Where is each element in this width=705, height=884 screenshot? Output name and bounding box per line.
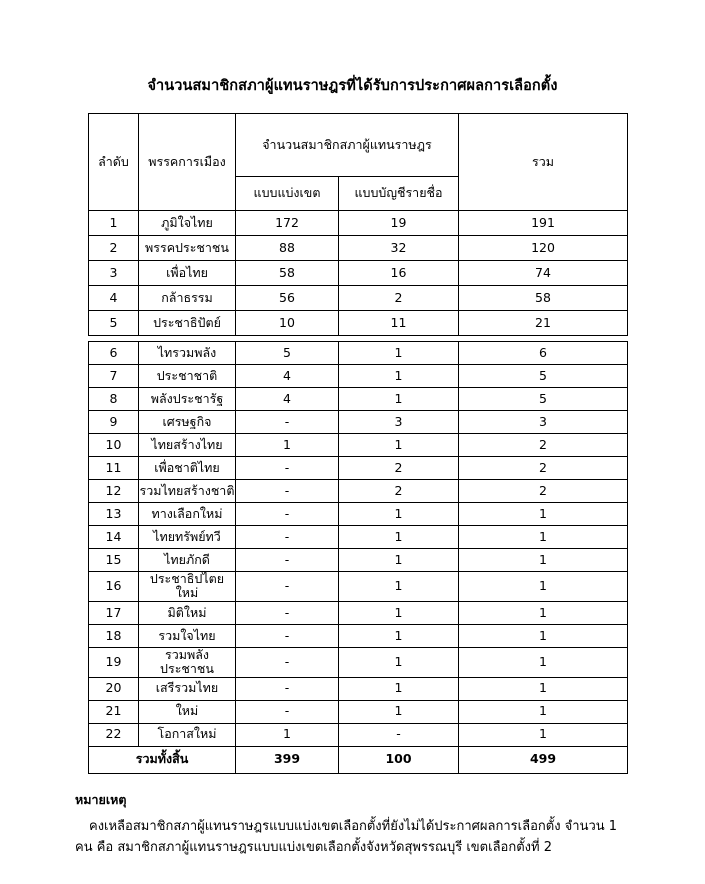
- row-party-list: 1: [339, 526, 459, 549]
- results-table-primary: [88, 113, 628, 336]
- row-total: 120: [459, 236, 628, 261]
- row-constituency: 10: [236, 311, 339, 336]
- row-party-list: 3: [339, 411, 459, 434]
- row-party-list: 1: [339, 624, 459, 647]
- row-party: เพื่อชาติไทย: [139, 457, 236, 480]
- row-total: 1: [459, 601, 628, 624]
- row-constituency: -: [236, 572, 339, 602]
- table-row: [89, 601, 628, 624]
- row-constituency: 1: [236, 434, 339, 457]
- table-header-row-1: [89, 114, 628, 177]
- table-row: [89, 723, 628, 746]
- row-party-list: 2: [339, 286, 459, 311]
- row-total: 1: [459, 647, 628, 677]
- row-party-list: 1: [339, 601, 459, 624]
- row-party: รวมใจไทย: [139, 624, 236, 647]
- table-row: [89, 647, 628, 677]
- row-party: ภูมิใจไทย: [139, 211, 236, 236]
- row-party: โอกาสใหม่: [139, 723, 236, 746]
- row-party-list: 1: [339, 342, 459, 365]
- row-party-list: 16: [339, 261, 459, 286]
- table-row: [89, 624, 628, 647]
- row-constituency: -: [236, 503, 339, 526]
- row-party: กล้าธรรม: [139, 286, 236, 311]
- row-party: ประชาธิปัตย์: [139, 311, 236, 336]
- row-party: เสรีรวมไทย: [139, 677, 236, 700]
- row-constituency: 56: [236, 286, 339, 311]
- table-row: [89, 261, 628, 286]
- row-constituency: -: [236, 457, 339, 480]
- row-constituency: -: [236, 647, 339, 677]
- row-no: 2: [89, 236, 139, 261]
- election-results-table-wrapper: [88, 113, 627, 774]
- row-total: 3: [459, 411, 628, 434]
- row-party-list: 1: [339, 700, 459, 723]
- table-row: [89, 480, 628, 503]
- row-party: ประชาชาติ: [139, 365, 236, 388]
- column-header-no: ลำดับ: [89, 114, 139, 211]
- row-party: ทางเลือกใหม่: [139, 503, 236, 526]
- row-no: 3: [89, 261, 139, 286]
- row-party-list: 11: [339, 311, 459, 336]
- row-total: 1: [459, 526, 628, 549]
- row-party: ใหม่: [139, 700, 236, 723]
- row-no: 13: [89, 503, 139, 526]
- row-constituency: -: [236, 677, 339, 700]
- row-party: ไทยภักดี: [139, 549, 236, 572]
- row-total: 2: [459, 434, 628, 457]
- row-constituency: -: [236, 700, 339, 723]
- table-row: [89, 388, 628, 411]
- row-total: 1: [459, 677, 628, 700]
- row-party-list: 2: [339, 457, 459, 480]
- table-row: [89, 286, 628, 311]
- row-party-list: -: [339, 723, 459, 746]
- row-no: 8: [89, 388, 139, 411]
- row-no: 20: [89, 677, 139, 700]
- column-header-party: พรรคการเมือง: [139, 114, 236, 211]
- row-no: 14: [89, 526, 139, 549]
- row-constituency: -: [236, 601, 339, 624]
- row-no: 15: [89, 549, 139, 572]
- row-constituency: 1: [236, 723, 339, 746]
- row-constituency: -: [236, 411, 339, 434]
- row-constituency: -: [236, 549, 339, 572]
- row-constituency: 4: [236, 365, 339, 388]
- total-row-party-list: 100: [339, 746, 459, 773]
- row-constituency: -: [236, 526, 339, 549]
- table-row: [89, 572, 628, 602]
- row-total: 74: [459, 261, 628, 286]
- row-total: 21: [459, 311, 628, 336]
- table-row: [89, 365, 628, 388]
- footnote-block: [75, 792, 635, 858]
- row-constituency: 88: [236, 236, 339, 261]
- row-no: 22: [89, 723, 139, 746]
- row-party-list: 1: [339, 365, 459, 388]
- row-party: ไทรวมพลัง: [139, 342, 236, 365]
- table-row: [89, 549, 628, 572]
- row-party: ไทยสร้างไทย: [139, 434, 236, 457]
- row-party: รวมไทยสร้างชาติ: [139, 480, 236, 503]
- table-row: [89, 311, 628, 336]
- footnote-body: คงเหลือสมาชิกสภาผู้แทนราษฎรแบบแบ่งเขตเลือกตั้งที่ยังไม่ได้ประกาศผลการเลือกตั้ง จำนวน 1 คน คือ สมาชิกสภาผู้แทนราษฎรแบบแบ่งเขตเลือกตั้งจังหวัดสุพรรณบุรี เขตเลือกตั้งที่ 2: [75, 819, 618, 856]
- total-row-constituency: 399: [236, 746, 339, 773]
- row-constituency: -: [236, 624, 339, 647]
- row-no: 1: [89, 211, 139, 236]
- row-party-list: 1: [339, 434, 459, 457]
- row-party: เศรษฐกิจ: [139, 411, 236, 434]
- row-total: 1: [459, 700, 628, 723]
- row-total: 5: [459, 388, 628, 411]
- row-total: 2: [459, 480, 628, 503]
- column-header-constituency: แบบแบ่งเขต: [236, 177, 339, 211]
- row-total: 1: [459, 723, 628, 746]
- row-total: 6: [459, 342, 628, 365]
- row-total: 2: [459, 457, 628, 480]
- row-total: 1: [459, 549, 628, 572]
- row-total: 5: [459, 365, 628, 388]
- row-total: 1: [459, 624, 628, 647]
- table-row: [89, 457, 628, 480]
- column-header-party-list: แบบบัญชีรายชื่อ: [339, 177, 459, 211]
- column-header-total: รวม: [459, 114, 628, 211]
- table-body-primary: [89, 211, 628, 336]
- row-no: 19: [89, 647, 139, 677]
- table-row: [89, 236, 628, 261]
- row-total: 1: [459, 503, 628, 526]
- row-no: 21: [89, 700, 139, 723]
- table-row: [89, 211, 628, 236]
- row-party-list: 1: [339, 572, 459, 602]
- table-row: [89, 503, 628, 526]
- row-constituency: 172: [236, 211, 339, 236]
- table-total-row: [89, 746, 628, 773]
- row-no: 16: [89, 572, 139, 602]
- row-party: ไทยทรัพย์ทวี: [139, 526, 236, 549]
- row-no: 7: [89, 365, 139, 388]
- row-no: 9: [89, 411, 139, 434]
- row-no: 18: [89, 624, 139, 647]
- table-row: [89, 677, 628, 700]
- footnote-heading: หมายเหตุ: [75, 792, 127, 807]
- table-row: [89, 434, 628, 457]
- row-party-list: 2: [339, 480, 459, 503]
- table-row: [89, 526, 628, 549]
- row-party: เพื่อไทย: [139, 261, 236, 286]
- row-party-list: 1: [339, 388, 459, 411]
- row-total: 1: [459, 572, 628, 602]
- total-row-total: 499: [459, 746, 628, 773]
- row-party: พรรคประชาชน: [139, 236, 236, 261]
- total-row-label: รวมทั้งสิ้น: [89, 746, 236, 773]
- table-row: [89, 342, 628, 365]
- results-table-secondary: [88, 341, 628, 774]
- row-constituency: 58: [236, 261, 339, 286]
- column-header-group-mp-count: จำนวนสมาชิกสภาผู้แทนราษฎร: [236, 114, 459, 177]
- row-no: 10: [89, 434, 139, 457]
- row-no: 5: [89, 311, 139, 336]
- row-total: 191: [459, 211, 628, 236]
- table-row: [89, 700, 628, 723]
- page-title: จำนวนสมาชิกสภาผู้แทนราษฎรที่ได้รับการประกาศผลการเลือกตั้ง: [147, 78, 558, 94]
- table-row: [89, 411, 628, 434]
- row-party: พลังประชารัฐ: [139, 388, 236, 411]
- row-no: 6: [89, 342, 139, 365]
- table-header: [89, 114, 628, 211]
- row-constituency: -: [236, 480, 339, 503]
- row-party-list: 1: [339, 677, 459, 700]
- row-party-list: 1: [339, 647, 459, 677]
- table-body-secondary: [89, 342, 628, 747]
- row-party: ประชาธิปไตยใหม่: [139, 572, 236, 602]
- row-no: 4: [89, 286, 139, 311]
- row-party-list: 32: [339, 236, 459, 261]
- row-total: 58: [459, 286, 628, 311]
- row-no: 17: [89, 601, 139, 624]
- row-party: มิติใหม่: [139, 601, 236, 624]
- row-constituency: 4: [236, 388, 339, 411]
- row-no: 12: [89, 480, 139, 503]
- row-party: รวมพลังประชาชน: [139, 647, 236, 677]
- row-constituency: 5: [236, 342, 339, 365]
- table-footer: [89, 746, 628, 773]
- row-no: 11: [89, 457, 139, 480]
- row-party-list: 1: [339, 549, 459, 572]
- row-party-list: 19: [339, 211, 459, 236]
- row-party-list: 1: [339, 503, 459, 526]
